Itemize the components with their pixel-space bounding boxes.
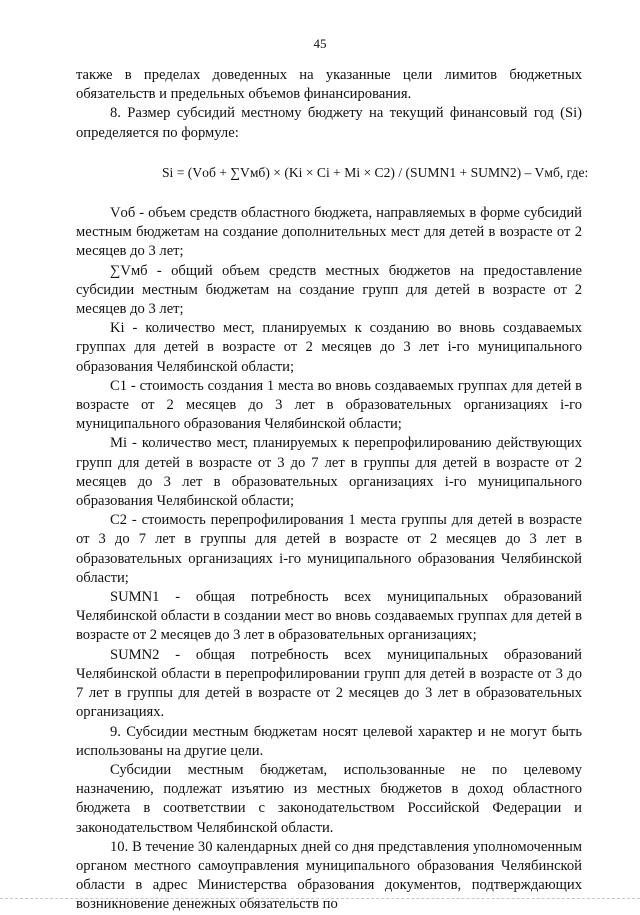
page-number: 45 xyxy=(313,36,327,51)
document-body xyxy=(76,66,589,915)
definition-v-mb: ∑Vмб - общий объем средств местных бюджетов на предоставление субсидии местным бюджетам на создание групп для детей в возрасте от 2 месяцев до 3 лет; xyxy=(76,262,582,318)
paragraph-8: 8. Размер субсидий местному бюджету на текущий финансовый год (Si) определяется по формуле: xyxy=(76,105,582,141)
paragraph-9: 9. Субсидии местным бюджетам носят целевой характер и не могут быть использованы на другие цели. xyxy=(76,723,582,759)
paragraph-9-misuse: Субсидии местным бюджетам, использованные не по целевому назначению, подлежат изъятию из местных бюджетов в доход областного бюджета в соответствии с законодательством Российской Федерации и законодательством Челябинской области. xyxy=(76,761,582,836)
definition-c-1: C1 - стоимость создания 1 места во вновь создаваемых группах для детей в возрасте от 2 месяцев до 3 лет в образовательных организациях i-го муниципального образования Челябинской области; xyxy=(76,377,582,433)
definition-sumn-1: SUMN1 - общая потребность всех муниципальных образований Челябинской области в создании мест во вновь создаваемых группах для детей в возрасте от 2 месяцев до 3 лет в образовательных организациях; xyxy=(76,589,582,644)
definition-v-ob: Vоб - объем средств областного бюджета, направляемых в форме субсидий местным бюджетам на создание дополнительных мест для детей в возрасте от 2 месяцев до 3 лет; xyxy=(76,205,582,260)
scan-edge-divider xyxy=(0,898,640,901)
paragraph-continuation: также в пределах доведенных на указанные цели лимитов бюджетных обязательств и предельных объемов финансирования. xyxy=(76,67,582,103)
definition-m-i: Mi - количество мест, планируемых к перепрофилированию действующих групп для детей в возрасте от 3 до 7 лет в группы для детей в возрасте от 2 месяцев до 3 лет в образовательных организациях i-го муниципального образования Челябинской области; xyxy=(76,435,582,510)
definition-c-2: C2 - стоимость перепрофилирования 1 места группы для детей в возрасте от 3 до 7 лет в группы для детей в возрасте от 2 месяцев до 3 лет в образовательных организациях i-го муниципального образования Челябинской области; xyxy=(76,512,582,586)
paragraph-10: 10. В течение 30 календарных дней со дня представления уполномоченным органом местного самоуправления муниципального образования Челябинской области в адрес Министерства образования документов, подтверждающих возникновение денежных обязательств по xyxy=(76,838,582,913)
definition-k-i: Ki - количество мест, планируемых к созданию во вновь создаваемых группах для детей в возрасте от 2 месяцев до 3 лет i-го муниципального образования Челябинской области; xyxy=(76,320,582,375)
subsidy-formula: Si = (Vоб + ∑Vмб) × (Ki × Ci + Mi × C2) / (SUMN1 + SUMN2) – Vмб, где: xyxy=(162,164,589,180)
definition-sumn-2: SUMN2 - общая потребность всех муниципальных образований Челябинской области в перепрофилировании групп для детей в возрасте от 3 до 7 лет в группы для детей в возрасте от 2 месяцев до 3 лет в образовательных организациях. xyxy=(76,646,582,721)
